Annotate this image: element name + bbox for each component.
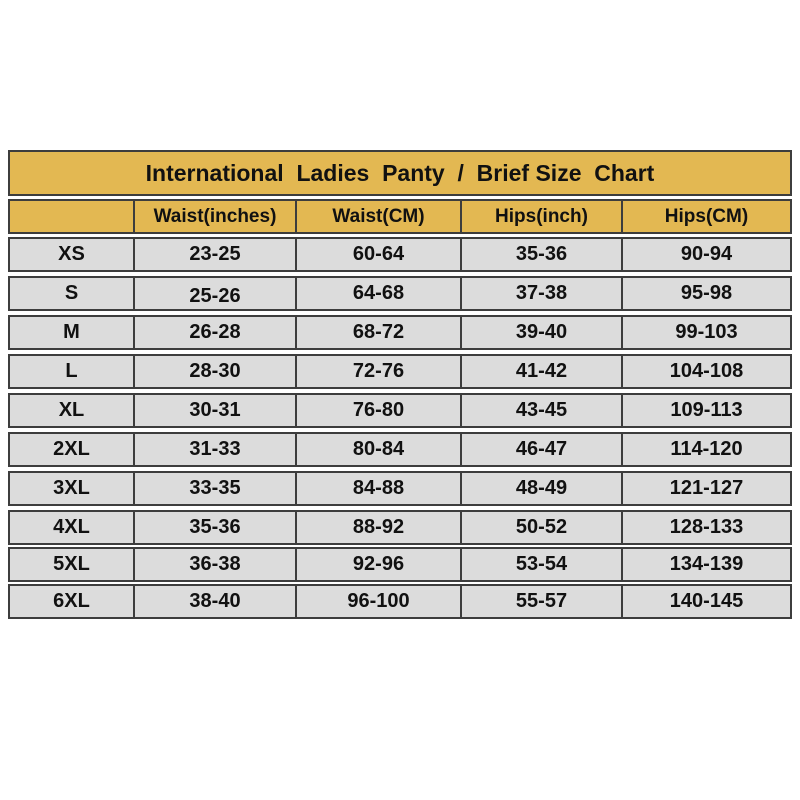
size-cell: M bbox=[10, 317, 135, 348]
value-cell: 114-120 bbox=[670, 438, 743, 460]
value-cell: 43-45 bbox=[462, 395, 623, 426]
table-header-row bbox=[8, 199, 792, 234]
table-row-3xl bbox=[8, 471, 792, 506]
size-cell: 3XL bbox=[10, 473, 135, 504]
column-header-size bbox=[10, 201, 135, 232]
value-cell: 35-36 bbox=[462, 239, 623, 270]
size-cell: 5XL bbox=[10, 549, 135, 580]
size-chart-table bbox=[8, 150, 792, 623]
value-cell: 53-54 bbox=[462, 549, 623, 580]
value-cell: 36-38 bbox=[135, 549, 297, 580]
value-cell: 88-92 bbox=[297, 512, 462, 543]
value-cell: 33-35 bbox=[135, 473, 297, 504]
value-cell: 39-40 bbox=[462, 317, 623, 348]
value-cell: 90-94 bbox=[680, 243, 733, 265]
table-row-5xl bbox=[8, 547, 792, 582]
value-cell: 72-76 bbox=[297, 356, 462, 387]
value-cell: 41-42 bbox=[462, 356, 623, 387]
size-cell: XS bbox=[10, 239, 135, 270]
value-cell: 64-68 bbox=[297, 278, 462, 309]
value-cell: 104-108 bbox=[669, 360, 744, 382]
value-cell: 140-145 bbox=[669, 590, 744, 612]
table-row-xs bbox=[8, 237, 792, 272]
value-cell: 76-80 bbox=[297, 395, 462, 426]
table-row-m bbox=[8, 315, 792, 350]
value-cell: 25-26 bbox=[135, 278, 297, 309]
size-cell: S bbox=[10, 278, 135, 309]
table-row-6xl bbox=[8, 584, 792, 619]
table-row-xl bbox=[8, 393, 792, 428]
value-cell: 128-133 bbox=[669, 516, 744, 538]
size-cell: XL bbox=[10, 395, 135, 426]
value-cell: 37-38 bbox=[462, 278, 623, 309]
value-cell: 46-47 bbox=[462, 434, 623, 465]
value-cell: 55-57 bbox=[462, 586, 623, 617]
table-row-l bbox=[8, 354, 792, 389]
value-cell: 26-28 bbox=[135, 317, 297, 348]
value-cell: 30-31 bbox=[135, 395, 297, 426]
value-cell: 35-36 bbox=[135, 512, 297, 543]
value-cell: 23-25 bbox=[135, 239, 297, 270]
size-cell: 4XL bbox=[10, 512, 135, 543]
value-cell: 121-127 bbox=[669, 477, 744, 499]
size-cell: 6XL bbox=[10, 586, 135, 617]
table-row-4xl bbox=[8, 510, 792, 545]
value-cell: 92-96 bbox=[297, 549, 462, 580]
value-cell: 60-64 bbox=[297, 239, 462, 270]
value-cell: 50-52 bbox=[462, 512, 623, 543]
size-cell: L bbox=[10, 356, 135, 387]
column-header-waist-cm: Waist(CM) bbox=[297, 201, 462, 232]
value-cell: 28-30 bbox=[135, 356, 297, 387]
value-cell: 68-72 bbox=[297, 317, 462, 348]
value-cell: 109-113 bbox=[670, 399, 743, 421]
table-row-2xl bbox=[8, 432, 792, 467]
value-cell: 95-98 bbox=[680, 282, 733, 304]
column-header-hips-cm: Hips(CM) bbox=[664, 205, 749, 227]
value-cell: 96-100 bbox=[297, 586, 462, 617]
chart-title: International Ladies Panty / Brief Size Chart bbox=[8, 150, 792, 196]
size-cell: 2XL bbox=[10, 434, 135, 465]
value-cell: 80-84 bbox=[297, 434, 462, 465]
value-cell: 48-49 bbox=[462, 473, 623, 504]
column-header-waist-inches: Waist(inches) bbox=[135, 201, 297, 232]
value-cell: 84-88 bbox=[297, 473, 462, 504]
value-cell: 31-33 bbox=[135, 434, 297, 465]
table-row-s bbox=[8, 276, 792, 311]
value-cell: 134-139 bbox=[669, 553, 744, 575]
value-cell: 99-103 bbox=[675, 321, 738, 343]
value-cell: 38-40 bbox=[135, 586, 297, 617]
column-header-hips-inch: Hips(inch) bbox=[462, 201, 623, 232]
